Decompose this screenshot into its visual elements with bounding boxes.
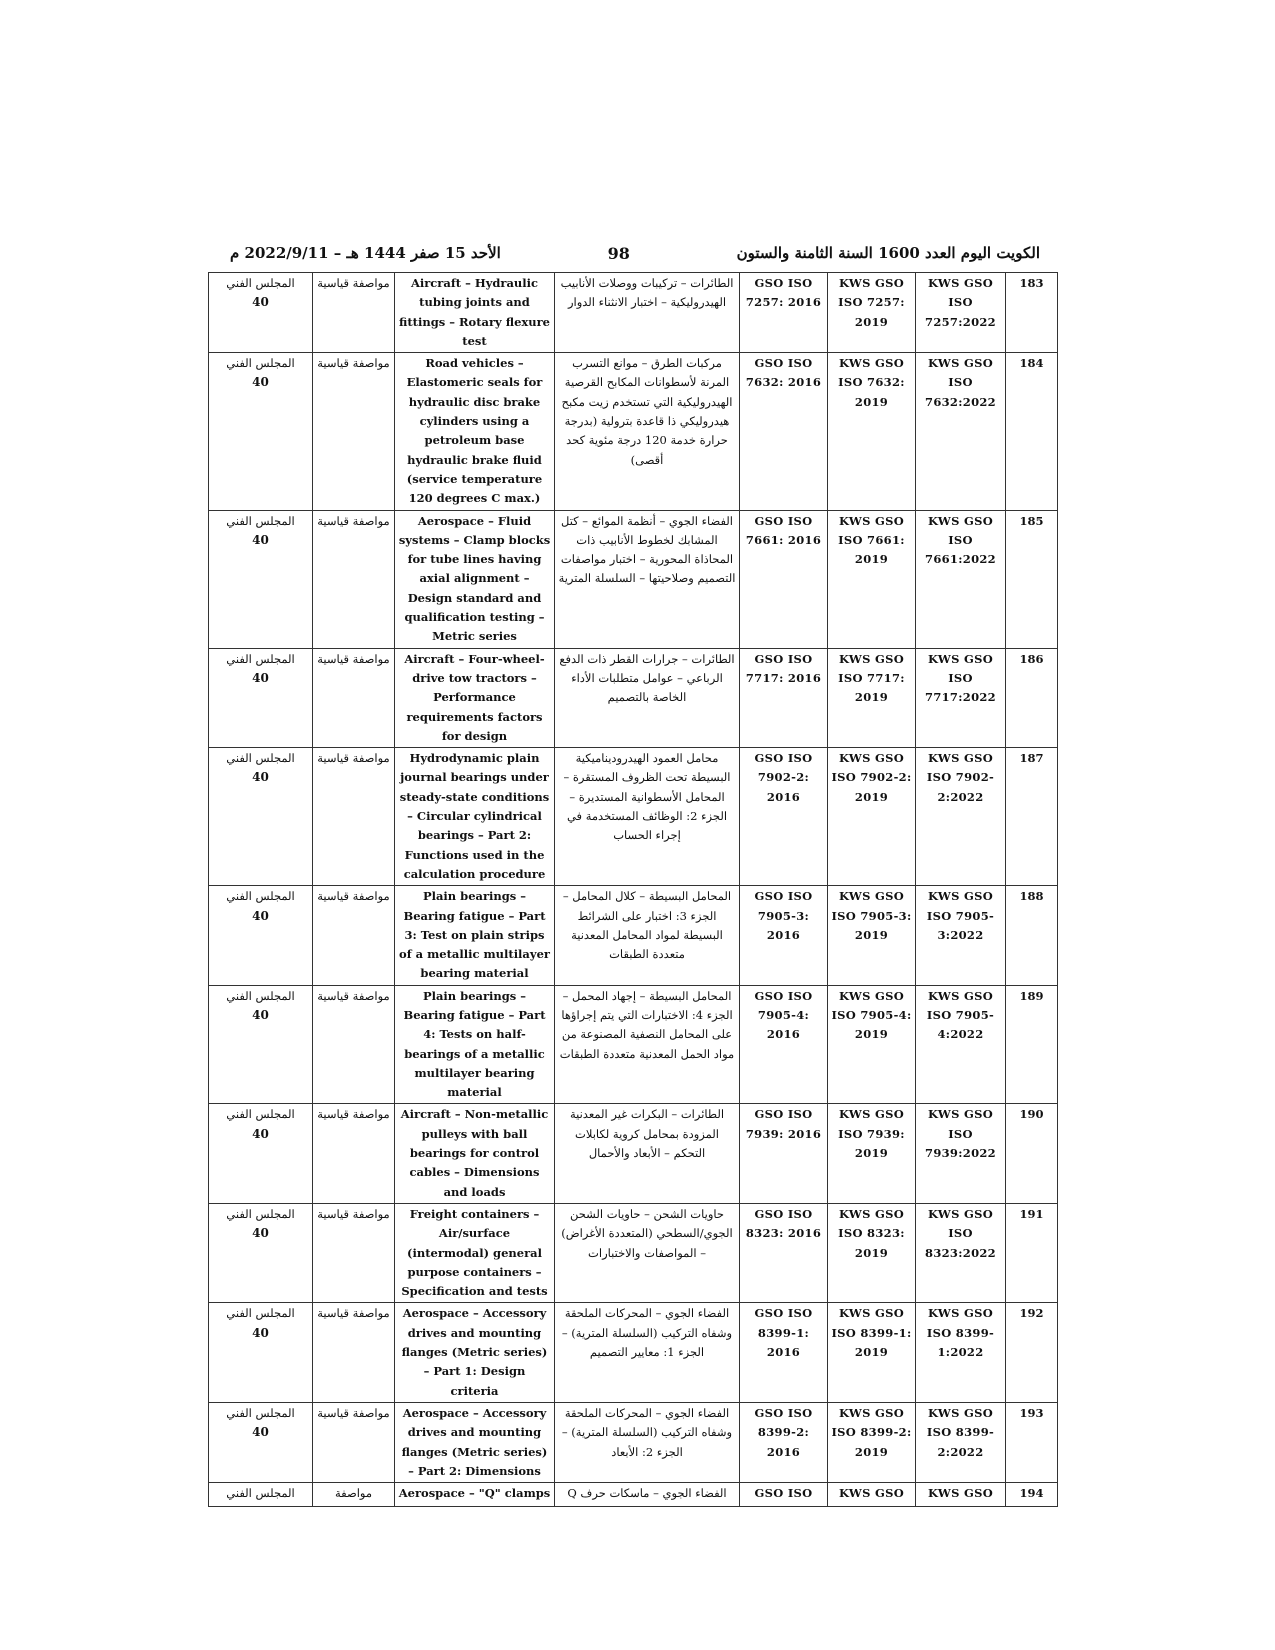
standard-type: مواصفة قياسية bbox=[317, 513, 390, 528]
kws-2019-code-cell bbox=[828, 353, 916, 510]
standard-type-cell bbox=[313, 1104, 395, 1203]
kws-2022-code-cell bbox=[916, 1303, 1006, 1402]
gso-2016-code-cell bbox=[740, 1104, 828, 1203]
kws-2019-code-cell bbox=[828, 1203, 916, 1302]
kws-2019-code-cell bbox=[828, 1303, 916, 1402]
arabic-title: الفضاء الجوي – المحركات الملحقة وشفاه التركيب (السلسلة المترية) – الجزء 2: الأبعاد bbox=[561, 1405, 733, 1459]
gso-2016-code: GSO ISO 7257: 2016 bbox=[745, 276, 822, 310]
row-number-cell bbox=[1006, 510, 1058, 648]
row-number: 194 bbox=[1019, 1486, 1044, 1501]
english-title: Aerospace – "Q" clamps bbox=[398, 1486, 551, 1501]
row-number: 185 bbox=[1019, 513, 1044, 528]
committee: المجلس الفني bbox=[226, 356, 295, 371]
english-title: Aircraft – Non-metallic pulleys with ball bearings for control cables – Dimensions and loads bbox=[400, 1107, 549, 1199]
kws-2019-code-cell bbox=[828, 510, 916, 648]
committee: المجلس الفني bbox=[226, 1306, 295, 1321]
row-number-cell bbox=[1006, 648, 1058, 747]
gso-2016-code-cell bbox=[740, 985, 828, 1104]
row-number-cell bbox=[1006, 353, 1058, 510]
gso-2016-code-cell bbox=[740, 273, 828, 353]
kws-2019-code-cell bbox=[828, 1104, 916, 1203]
standard-type: مواصفة قياسية bbox=[317, 889, 390, 904]
table-row bbox=[209, 1483, 1058, 1507]
committee: المجلس الفني bbox=[226, 889, 295, 904]
committee-number: 40 bbox=[252, 1126, 269, 1141]
english-title-cell bbox=[395, 1483, 555, 1507]
gso-2016-code: GSO ISO 8323: 2016 bbox=[745, 1206, 822, 1241]
committee-cell bbox=[209, 648, 313, 747]
arabic-title-cell bbox=[555, 1303, 740, 1402]
standard-type-cell bbox=[313, 1483, 395, 1507]
gso-2016-code-cell bbox=[740, 648, 828, 747]
english-title: Hydrodynamic plain journal bearings under steady-state conditions – Circular cylindrical bearings – Part 2: Functions used in the calculation procedure bbox=[399, 751, 550, 881]
row-number-cell bbox=[1006, 1104, 1058, 1203]
gso-2016-code-cell bbox=[740, 1402, 828, 1482]
standard-type-cell bbox=[313, 273, 395, 353]
kws-2022-code: KWS GSO ISO 7661:2022 bbox=[925, 513, 996, 567]
row-number: 186 bbox=[1019, 651, 1044, 666]
english-title-cell bbox=[395, 353, 555, 510]
gso-2016-code-cell bbox=[740, 1203, 828, 1302]
standard-type-cell bbox=[313, 648, 395, 747]
arabic-title: الفضاء الجوي – ماسكات حرف Q bbox=[567, 1486, 727, 1501]
kws-2022-code: KWS GSO bbox=[927, 1486, 994, 1501]
standard-type: مواصفة bbox=[334, 1486, 373, 1501]
committee: المجلس الفني bbox=[226, 1405, 295, 1420]
kws-2022-code: KWS GSO ISO 8323:2022 bbox=[925, 1206, 996, 1260]
gso-2016-code-cell bbox=[740, 1483, 828, 1507]
standard-type-cell bbox=[313, 886, 395, 985]
row-number: 191 bbox=[1019, 1206, 1044, 1221]
arabic-title: محامل العمود الهيدروديناميكية البسيطة تحت الظروف المستقرة – المحامل الأسطوانية المستديرة – الجزء 2: الوظائف المستخدمة في إجراء الحساب bbox=[563, 751, 731, 843]
english-title-cell bbox=[395, 1402, 555, 1482]
arabic-title: حاويات الشحن – حاويات الشحن الجوي/السطحي (المتعددة الأغراض) – المواصفات والاختبارات bbox=[561, 1206, 733, 1260]
english-title: Plain bearings – Bearing fatigue – Part 4: Tests on half-bearings of a metallic multilayer bearing material bbox=[403, 988, 546, 1100]
row-number: 189 bbox=[1019, 988, 1044, 1003]
standard-type-cell bbox=[313, 353, 395, 510]
standard-type: مواصفة قياسية bbox=[317, 356, 390, 371]
gso-2016-code: GSO ISO 7632: 2016 bbox=[745, 356, 822, 390]
arabic-title: الطائرات – تركيبات ووصلات الأنابيب الهيدروليكية – اختبار الانثناء الدوار bbox=[560, 276, 734, 310]
arabic-title-cell bbox=[555, 648, 740, 747]
gso-2016-code-cell bbox=[740, 748, 828, 886]
english-title-cell bbox=[395, 985, 555, 1104]
committee-number: 40 bbox=[252, 1425, 269, 1440]
standard-type-cell bbox=[313, 748, 395, 886]
row-number-cell bbox=[1006, 748, 1058, 886]
kws-2019-code-cell bbox=[828, 1402, 916, 1482]
kws-2019-code: KWS GSO ISO 7905-4: 2019 bbox=[831, 988, 912, 1042]
kws-2022-code: KWS GSO ISO 8399-2:2022 bbox=[926, 1405, 995, 1459]
standards-table bbox=[208, 272, 1058, 1507]
kws-2019-code-cell bbox=[828, 985, 916, 1104]
arabic-title: الفضاء الجوي – أنظمة الموائع – كتل المشابك لخطوط الأنابيب ذات المحاذاة المحورية – اختبار مواصفات التصميم وصلاحيتها – السلسلة المترية bbox=[558, 513, 736, 586]
gso-2016-code-cell bbox=[740, 1303, 828, 1402]
kws-2022-code-cell bbox=[916, 748, 1006, 886]
arabic-title-cell bbox=[555, 273, 740, 353]
english-title-cell bbox=[395, 1203, 555, 1302]
table-row bbox=[209, 985, 1058, 1104]
kws-2019-code: KWS GSO ISO 8399-2: 2019 bbox=[831, 1405, 912, 1459]
committee-cell bbox=[209, 1104, 313, 1203]
gso-2016-code: GSO ISO 7939: 2016 bbox=[745, 1107, 822, 1141]
kws-2022-code: KWS GSO ISO 7905-4:2022 bbox=[926, 988, 995, 1042]
kws-2019-code: KWS GSO ISO 8323: 2019 bbox=[838, 1206, 905, 1260]
kws-2022-code: KWS GSO ISO 7905-3:2022 bbox=[926, 889, 995, 942]
row-number: 183 bbox=[1019, 276, 1044, 290]
committee-number: 40 bbox=[252, 1325, 269, 1340]
kws-2019-code-cell bbox=[828, 1483, 916, 1507]
arabic-title-cell bbox=[555, 748, 740, 886]
kws-2022-code-cell bbox=[916, 648, 1006, 747]
arabic-title-cell bbox=[555, 1402, 740, 1482]
page-header bbox=[230, 240, 1040, 266]
row-number-cell bbox=[1006, 1402, 1058, 1482]
kws-2022-code: KWS GSO ISO 7257:2022 bbox=[925, 276, 996, 329]
arabic-title: الفضاء الجوي – المحركات الملحقة وشفاه التركيب (السلسلة المترية) – الجزء 1: معايير التصميم bbox=[561, 1306, 733, 1360]
english-title-cell bbox=[395, 510, 555, 648]
arabic-title-cell bbox=[555, 1203, 740, 1302]
kws-2019-code: KWS GSO ISO 7632: 2019 bbox=[838, 356, 905, 409]
row-number: 187 bbox=[1019, 751, 1044, 766]
committee-number: 40 bbox=[252, 375, 269, 390]
gso-2016-code: GSO ISO 7905-4: 2016 bbox=[754, 988, 813, 1042]
kws-2022-code: KWS GSO ISO 7939:2022 bbox=[925, 1107, 996, 1161]
table-row bbox=[209, 1303, 1058, 1402]
table-row bbox=[209, 510, 1058, 648]
arabic-title: مركبات الطرق – موانع التسرب المرنة لأسطوانات المكابح القرصية الهيدروليكية التي تستخدم زيت مكبح هيدروليكي ذا قاعدة بترولية (بدرجة حرارة خدمة 120 درجة مئوية كحد أقصى) bbox=[561, 356, 733, 467]
arabic-title: الطائرات – جرارات القطر ذات الدفع الرباعي – عوامل متطلبات الأداء الخاصة بالتصميم bbox=[559, 651, 735, 705]
arabic-title-cell bbox=[555, 886, 740, 985]
standard-type: مواصفة قياسية bbox=[317, 988, 390, 1003]
row-number: 190 bbox=[1019, 1107, 1044, 1122]
standard-type: مواصفة قياسية bbox=[317, 1405, 390, 1420]
row-number-cell bbox=[1006, 1203, 1058, 1302]
arabic-title-cell bbox=[555, 985, 740, 1104]
standard-type-cell bbox=[313, 1303, 395, 1402]
arabic-title: الطائرات – البكرات غير المعدنية المزودة بمحامل كروية لكابلات التحكم – الأبعاد والأحمال bbox=[569, 1107, 725, 1161]
standard-type-cell bbox=[313, 985, 395, 1104]
kws-2022-code-cell bbox=[916, 510, 1006, 648]
standard-type: مواصفة قياسية bbox=[317, 751, 390, 766]
table-row bbox=[209, 1203, 1058, 1302]
row-number: 188 bbox=[1019, 889, 1044, 904]
committee: المجلس الفني bbox=[226, 988, 295, 1003]
header-newspaper-issue: الكويت اليوم العدد 1600 السنة الثامنة والستون bbox=[736, 244, 1040, 262]
kws-2022-code-cell bbox=[916, 886, 1006, 985]
english-title-cell bbox=[395, 1303, 555, 1402]
kws-2019-code: KWS GSO ISO 7717: 2019 bbox=[838, 651, 905, 705]
english-title: Aircraft – Hydraulic tubing joints and fittings – Rotary flexure test bbox=[399, 276, 550, 348]
committee-cell bbox=[209, 1303, 313, 1402]
committee-number: 40 bbox=[252, 532, 269, 547]
row-number: 192 bbox=[1019, 1306, 1044, 1321]
committee: المجلس الفني bbox=[226, 1206, 295, 1221]
row-number-cell bbox=[1006, 273, 1058, 353]
committee-number: 40 bbox=[252, 295, 269, 310]
kws-2019-code-cell bbox=[828, 648, 916, 747]
english-title-cell bbox=[395, 648, 555, 747]
kws-2022-code-cell bbox=[916, 1402, 1006, 1482]
kws-2022-code-cell bbox=[916, 1483, 1006, 1507]
gso-2016-code-cell bbox=[740, 510, 828, 648]
standard-type-cell bbox=[313, 1402, 395, 1482]
row-number-cell bbox=[1006, 1483, 1058, 1507]
row-number: 193 bbox=[1019, 1405, 1044, 1420]
standard-type: مواصفة قياسية bbox=[317, 1306, 390, 1321]
gso-2016-code: GSO ISO 7717: 2016 bbox=[745, 651, 822, 685]
gso-2016-code: GSO ISO 8399-2: 2016 bbox=[754, 1405, 813, 1459]
kws-2019-code: KWS GSO ISO 7905-3: 2019 bbox=[831, 889, 912, 942]
english-title-cell bbox=[395, 886, 555, 985]
kws-2022-code: KWS GSO ISO 8399-1:2022 bbox=[926, 1306, 995, 1360]
kws-2022-code: KWS GSO ISO 7902-2:2022 bbox=[926, 751, 995, 804]
kws-2019-code: KWS GSO bbox=[838, 1486, 905, 1501]
gso-2016-code-cell bbox=[740, 886, 828, 985]
standard-type-cell bbox=[313, 510, 395, 648]
kws-2019-code: KWS GSO ISO 7902-2: 2019 bbox=[831, 751, 912, 804]
english-title-cell bbox=[395, 1104, 555, 1203]
arabic-title-cell bbox=[555, 1483, 740, 1507]
committee-number: 40 bbox=[252, 670, 269, 685]
committee-cell bbox=[209, 510, 313, 648]
table-row bbox=[209, 748, 1058, 886]
committee: المجلس الفني bbox=[226, 1486, 295, 1501]
english-title: Plain bearings – Bearing fatigue – Part 3: Test on plain strips of a metallic multilayer bearing material bbox=[399, 889, 550, 981]
kws-2019-code: KWS GSO ISO 7939: 2019 bbox=[838, 1107, 905, 1161]
table-row bbox=[209, 648, 1058, 747]
committee: المجلس الفني bbox=[226, 651, 295, 666]
gso-2016-code-cell bbox=[740, 353, 828, 510]
standard-type-cell bbox=[313, 1203, 395, 1302]
committee-number: 40 bbox=[252, 1007, 269, 1022]
committee-cell bbox=[209, 985, 313, 1104]
english-title: Aerospace – Fluid systems – Clamp blocks for tube lines having axial alignment – Design standard and qualification testing – Metric series bbox=[398, 513, 551, 644]
arabic-title: المحامل البسيطة – إجهاد المحمل – الجزء 4: الاختبارات التي يتم إجراؤها على المحامل النصفية المصنوعة من مواد الحمل المعدنية متعددة الطبقات bbox=[559, 988, 735, 1061]
committee-number: 40 bbox=[252, 770, 269, 785]
committee: المجلس الفني bbox=[226, 1107, 295, 1122]
committee-cell bbox=[209, 1402, 313, 1482]
standard-type: مواصفة قياسية bbox=[317, 276, 390, 290]
table-row bbox=[209, 1104, 1058, 1203]
arabic-title-cell bbox=[555, 353, 740, 510]
kws-2022-code: KWS GSO ISO 7717:2022 bbox=[925, 651, 996, 705]
english-title: Road vehicles – Elastomeric seals for hydraulic disc brake cylinders using a petroleum base hydraulic brake fluid (service temperature 120 degrees C max.) bbox=[406, 356, 543, 506]
kws-2022-code: KWS GSO ISO 7632:2022 bbox=[925, 356, 996, 409]
table-row bbox=[209, 273, 1058, 353]
kws-2022-code-cell bbox=[916, 985, 1006, 1104]
kws-2019-code-cell bbox=[828, 273, 916, 353]
arabic-title-cell bbox=[555, 510, 740, 648]
kws-2019-code: KWS GSO ISO 7257: 2019 bbox=[838, 276, 905, 329]
row-number: 184 bbox=[1019, 356, 1044, 371]
english-title: Freight containers – Air/surface (intermodal) general purpose containers – Specification and tests bbox=[401, 1206, 548, 1299]
committee-cell bbox=[209, 1483, 313, 1507]
committee: المجلس الفني bbox=[226, 276, 295, 290]
row-number-cell bbox=[1006, 985, 1058, 1104]
kws-2019-code-cell bbox=[828, 748, 916, 886]
kws-2019-code-cell bbox=[828, 886, 916, 985]
kws-2022-code-cell bbox=[916, 1203, 1006, 1302]
committee-cell bbox=[209, 886, 313, 985]
committee: المجلس الفني bbox=[226, 513, 295, 528]
table-row bbox=[209, 886, 1058, 985]
gso-2016-code: GSO ISO 7661: 2016 bbox=[745, 513, 822, 547]
row-number-cell bbox=[1006, 886, 1058, 985]
standard-type: مواصفة قياسية bbox=[317, 651, 390, 666]
english-title: Aerospace – Accessory drives and mounting flanges (Metric series) – Part 2: Dimensions bbox=[401, 1405, 548, 1478]
english-title-cell bbox=[395, 273, 555, 353]
kws-2019-code: KWS GSO ISO 8399-1: 2019 bbox=[831, 1306, 912, 1360]
english-title: Aircraft – Four-wheel-drive tow tractors – Performance requirements factors for design bbox=[404, 651, 545, 743]
committee-number: 40 bbox=[252, 908, 269, 923]
kws-2022-code-cell bbox=[916, 273, 1006, 353]
committee-cell bbox=[209, 1203, 313, 1302]
english-title-cell bbox=[395, 748, 555, 886]
committee-cell bbox=[209, 748, 313, 886]
kws-2022-code-cell bbox=[916, 1104, 1006, 1203]
row-number-cell bbox=[1006, 1303, 1058, 1402]
gso-2016-code: GSO ISO bbox=[754, 1486, 813, 1501]
arabic-title-cell bbox=[555, 1104, 740, 1203]
table-row bbox=[209, 1402, 1058, 1482]
kws-2022-code-cell bbox=[916, 353, 1006, 510]
standard-type: مواصفة قياسية bbox=[317, 1107, 390, 1122]
committee-cell bbox=[209, 353, 313, 510]
header-page-number: 98 bbox=[607, 243, 630, 263]
table-row bbox=[209, 353, 1058, 510]
committee: المجلس الفني bbox=[226, 751, 295, 766]
gso-2016-code: GSO ISO 8399-1: 2016 bbox=[754, 1306, 813, 1360]
gso-2016-code: GSO ISO 7905-3: 2016 bbox=[754, 889, 813, 942]
arabic-title: المحامل البسيطة – كلال المحامل – الجزء 3: اختبار على الشرائط البسيطة لمواد المحامل المعدنية متعددة الطبقات bbox=[562, 889, 732, 962]
committee-cell bbox=[209, 273, 313, 353]
gso-2016-code: GSO ISO 7902-2: 2016 bbox=[754, 751, 813, 804]
english-title: Aerospace – Accessory drives and mounting flanges (Metric series) – Part 1: Design criteria bbox=[401, 1306, 548, 1398]
committee-number: 40 bbox=[252, 1226, 269, 1241]
standard-type: مواصفة قياسية bbox=[317, 1206, 390, 1221]
kws-2019-code: KWS GSO ISO 7661: 2019 bbox=[838, 513, 905, 567]
header-date: الأحد 15 صفر 1444 هـ – 2022/9/11 م bbox=[230, 244, 501, 262]
